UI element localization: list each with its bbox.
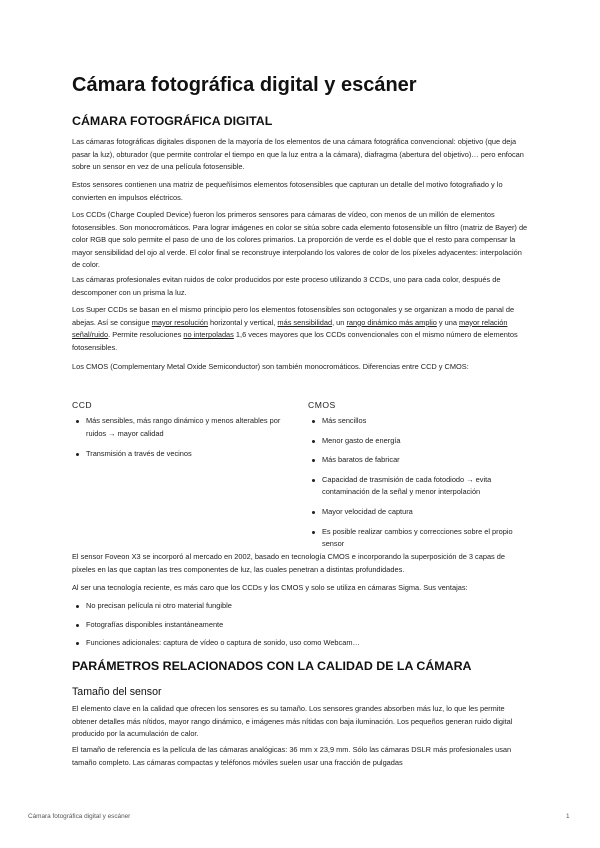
text-run: y una [436,317,460,327]
list-item: Menor gasto de energía [308,435,530,448]
cmos-heading: CMOS [308,400,336,410]
paragraph-cmos: Los CMOS (Complementary Metal Oxide Semiconductor) son también monocromáticos. Diferencias entre CCD y CMOS: [72,362,469,371]
list-item: Es posible realizar cambios y correcciones sobre el propio sensor [308,526,530,551]
underlined-term: rango dinámico más amplio [346,317,437,327]
paragraph-reference-size: El tamaño de referencia es la película de las cámaras analógicas: 36 mm x 23,9 mm. Sólo las cámaras DSLR más profesionales usan tamaño completo. Las cámaras compactas y teléfonos móviles suelen usar una fracción de pulgadas [72,745,512,767]
text-run: , un [332,317,347,327]
subheading-sensor-size: Tamaño del sensor [72,686,162,698]
ccd-heading: CCD [72,400,93,410]
cmos-list [308,415,530,551]
text-run: Los Super CCDs se basan en el mismo principio pero los elementos fotosensibles son octogonales y se organizan a modo de panal de abejas. Así se consigue [72,305,515,327]
paragraph-sensors: Estos sensores contienen una matriz de pequeñísimos elementos fotosensibles que capturan un detalle del motivo fotografiado y lo convierten en impulsos eléctricos. [72,180,503,202]
text-run: horizontal y vertical, [208,317,278,327]
paragraph-sensor-size: El elemento clave en la calidad que ofrecen los sensores es su tamaño. Los sensores grandes absorben más luz, lo que les permite obtener detalles más nítidos, mayor rango dinámico, e imágenes más nítidas con baja iluminación. Los pequeños generan ruido digital producido por la acumulación de calor. [72,704,513,739]
underlined-term: mayor relación señal/ruido [72,317,508,340]
underlined-term: no interpoladas [183,330,234,340]
paragraph-professional: Las cámaras profesionales evitan ruidos de color producidos por este proceso utilizando 3 CCDs, uno para cada color, después de descomponer con un prisma la luz. [72,275,501,297]
underlined-term: más sensibilidad [277,317,333,327]
document-title: Cámara fotográfica digital y escáner [72,74,417,96]
ccd-list [72,415,286,461]
list-item: Más sensibles, más rango dinámico y menos alterables por ruidos → mayor calidad [72,415,286,440]
list-item: Fotografías disponibles instantáneamente [72,619,530,632]
text-run: . Permite resoluciones [108,330,184,340]
paragraph-intro: Las cámaras fotográficas digitales disponen de la mayoría de los elementos de una cámara fotográfica convencional: objetivo (que deja pasar la luz), obturador (que permite controlar el tiempo en que la luz entra a la cámara), diafragma (abertura del objetivo)… pero enfocan sobre un sensor en vez de una película fotosensible. [72,137,524,172]
paragraph-ccds: Los CCDs (Charge Coupled Device) fueron los primeros sensores para cámaras de vídeo, con menos de un millón de elementos fotosensibles. Son monocromáticos. Para lograr imágenes en color se sitúa sobre cada elemento fotosensible un filtro (matriz de Bayer) de color RGB que solo permite el paso de uno de los colores primarios. La proporción de verde es el doble que el resto para compensar la mayor sensibilidad del ojo al verde. El color final se reconstruye interpolando los valores de color de los píxeles adyacentes: interpolación de color. [72,210,528,270]
underlined-term: mayor resolución [151,317,208,327]
list-item: Capacidad de trasmisión de cada fotodiodo → evita contaminación de la señal y menor interpolación [308,474,530,499]
list-item: Mayor velocidad de captura [308,506,530,519]
list-item: No precisan película ni otro material fungible [72,600,530,613]
paragraph-foveon: El sensor Foveon X3 se incorporó al mercado en 2002, basado en tecnología CMOS e incorporando la superposición de 3 capas de píxeles en las que captan las tres componentes de luz, las cuales penetran a distintas profundidades. [72,552,506,574]
paragraph-foveon-cost: Al ser una tecnología reciente, es más caro que los CCDs y los CMOS y solo se utiliza en cámaras Sigma. Sus ventajas: [72,583,468,592]
text-run: 1,6 veces mayores que los CCDs convencionales con el mismo número de elementos fotosensibles. [72,330,518,352]
advantages-list [72,600,530,650]
page-number: 1 [566,813,570,820]
list-item: Transmisión a través de vecinos [72,448,286,461]
paragraph-super-ccd [72,304,530,354]
list-item: Más sencillos [308,415,530,428]
list-item: Más baratos de fabricar [308,454,530,467]
footer-title: Cámara fotográfica digital y escáner [28,813,131,820]
cmos-column [308,400,530,551]
section-heading-camera: CÁMARA FOTOGRÁFICA DIGITAL [72,114,273,128]
list-item: Funciones adicionales: captura de vídeo o captura de sonido, uso como Webcam… [72,637,530,650]
section-heading-quality: PARÁMETROS RELACIONADOS CON LA CALIDAD DE LA CÁMARA [72,659,472,673]
ccd-column [72,400,286,461]
